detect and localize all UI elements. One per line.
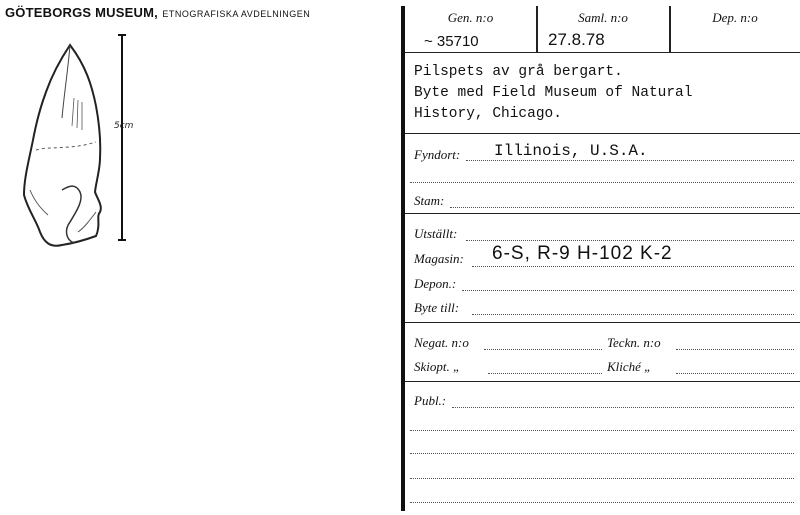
- saml-label: Saml. n:o: [578, 10, 628, 25]
- dep-label: Dep. n:o: [712, 10, 758, 25]
- kliche-label: Kliché „: [607, 359, 652, 374]
- skiopt-label: Skiopt. „: [414, 359, 461, 374]
- card-divider: [401, 6, 405, 511]
- museum-name: GÖTEBORGS MUSEUM,: [5, 5, 158, 20]
- department-name: ETNOGRAFISKA AVDELNINGEN: [162, 9, 311, 19]
- description-line-1: Pilspets av grå bergart.: [414, 64, 623, 80]
- gen-value: ~ 35710: [424, 33, 479, 50]
- teckn-label: Teckn. n:o: [607, 335, 661, 350]
- fyndort-label: Fyndort:: [414, 147, 461, 162]
- depon-label: Depon.:: [414, 276, 457, 291]
- magasin-value: 6-S, R-9 H-102 K-2: [492, 243, 673, 264]
- arrowhead-outline: [24, 45, 101, 246]
- publ-label: Publ.:: [414, 393, 447, 408]
- scale-note: 5cm: [114, 121, 134, 131]
- negat-label: Negat. n:o: [414, 335, 469, 350]
- description-line-2: Byte med Field Museum of Natural: [414, 85, 693, 101]
- gen-label: Gen. n:o: [447, 10, 494, 25]
- scale-bar: [118, 35, 126, 240]
- magasin-label: Magasin:: [414, 251, 464, 266]
- fyndort-value: Illinois, U.S.A.: [494, 142, 648, 160]
- byte-till-label: Byte till:: [414, 300, 460, 315]
- saml-value: 27.8.78: [548, 30, 605, 49]
- arrowhead-sketch: [0, 0, 210, 260]
- description-line-3: History, Chicago.: [414, 106, 562, 122]
- utstallt-label: Utställt:: [414, 226, 458, 241]
- stam-label: Stam:: [414, 193, 445, 208]
